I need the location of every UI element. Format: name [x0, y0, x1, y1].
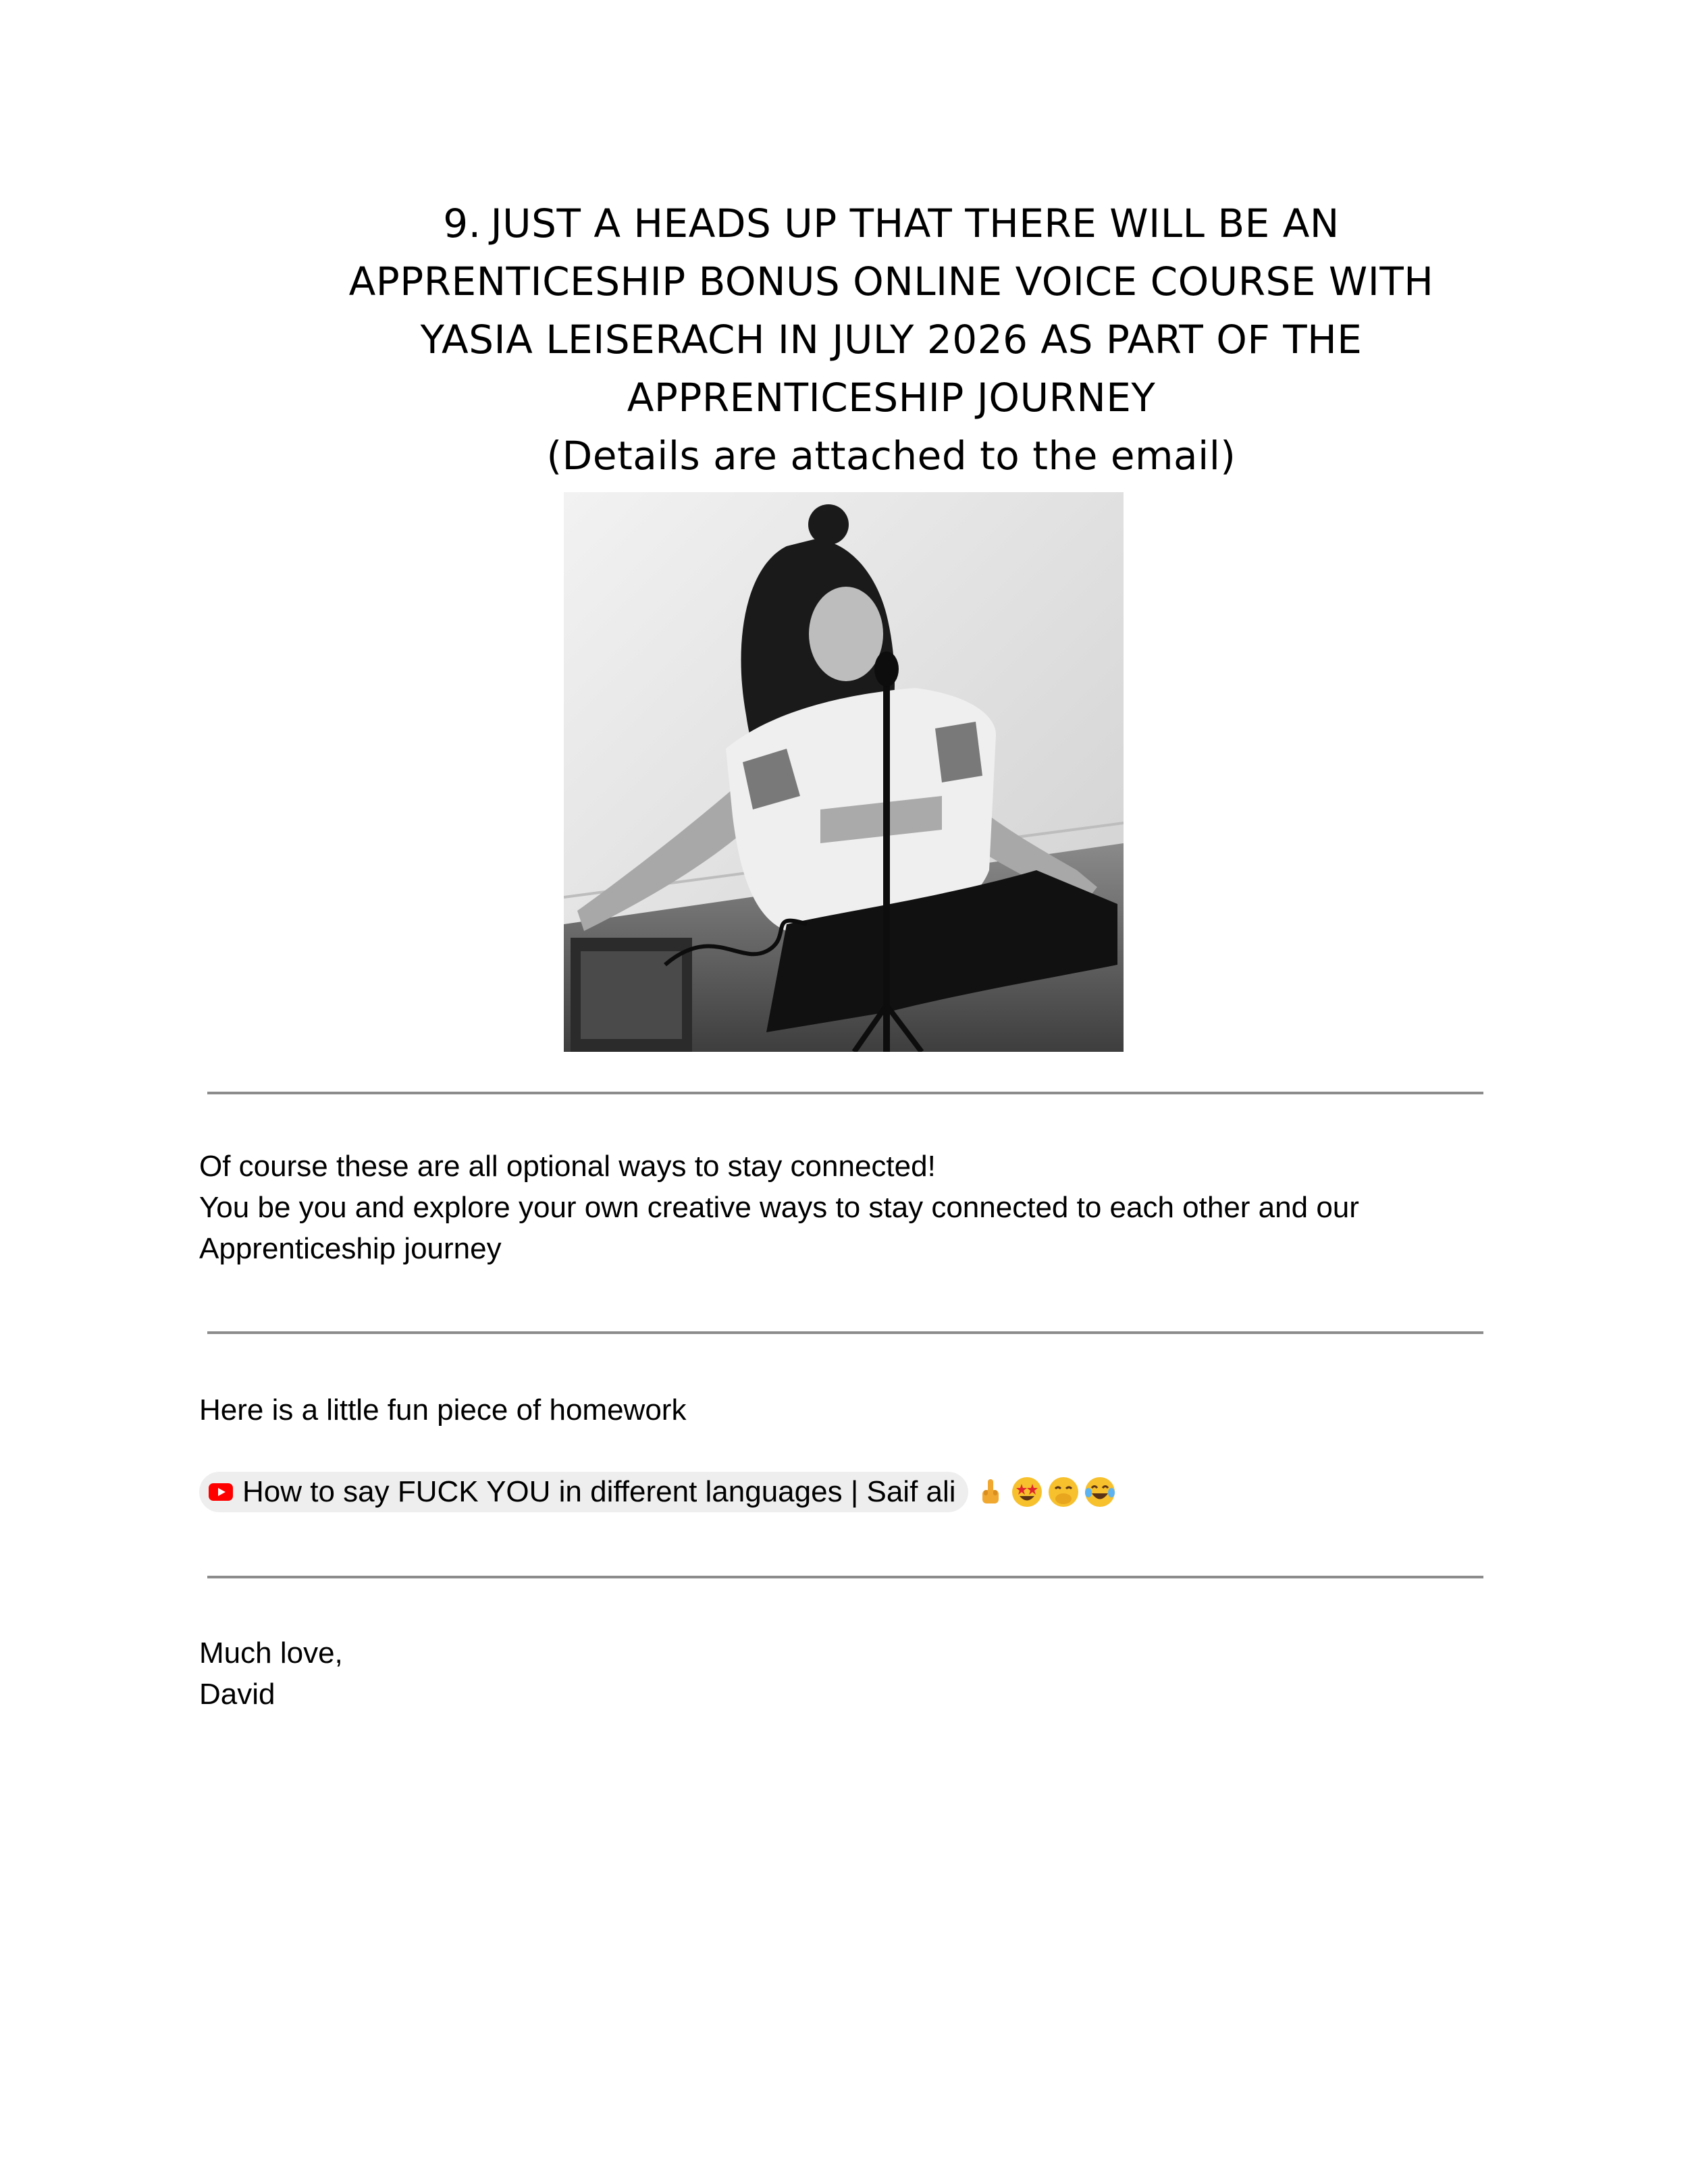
youtube-link-text[interactable]: How to say FUCK YOU in different languages | Saif ali	[242, 1475, 956, 1508]
connection-paragraph	[199, 1146, 1359, 1269]
signoff	[199, 1632, 343, 1715]
paragraph-line-3: Apprenticeship journey	[199, 1232, 502, 1265]
instructor-photo	[564, 492, 1124, 1052]
tears-of-joy-emoji	[1083, 1475, 1117, 1509]
star-struck-emoji	[1010, 1475, 1044, 1509]
youtube-link-chip[interactable]	[199, 1472, 968, 1512]
divider-2	[207, 1331, 1483, 1334]
signoff-author: David	[199, 1678, 275, 1711]
divider-3	[207, 1576, 1483, 1578]
emoji-group	[974, 1475, 1117, 1509]
middle-finger-emoji	[974, 1475, 1007, 1509]
paragraph-line-2: You be you and explore your own creative ways to stay connected to each other and our	[199, 1191, 1359, 1224]
heading-number: 9.	[443, 201, 481, 246]
divider-1	[207, 1092, 1483, 1094]
hand-over-mouth-emoji	[1047, 1475, 1080, 1509]
heading-line-2: APPRENTICESHIP BONUS ONLINE VOICE COURSE WITH	[348, 259, 1434, 304]
announcement-heading	[270, 194, 1512, 485]
instructor-photo-illustration	[564, 492, 1124, 1052]
heading-line-1: 9. JUST A HEADS UP THAT THERE WILL BE AN	[443, 201, 1340, 246]
youtube-icon	[209, 1483, 233, 1501]
heading-line-4: APPRENTICESHIP JOURNEY	[627, 375, 1156, 421]
homework-intro: Here is a little fun piece of homework	[199, 1393, 687, 1427]
signoff-line-1: Much love,	[199, 1636, 343, 1670]
homework-link-row	[199, 1470, 1117, 1514]
heading-line-5: (Details are attached to the email)	[546, 433, 1236, 479]
paragraph-line-1: Of course these are all optional ways to stay connected!	[199, 1150, 936, 1183]
heading-line-3: YASIA LEISERACH IN JULY 2026 AS PART OF THE	[420, 317, 1363, 363]
